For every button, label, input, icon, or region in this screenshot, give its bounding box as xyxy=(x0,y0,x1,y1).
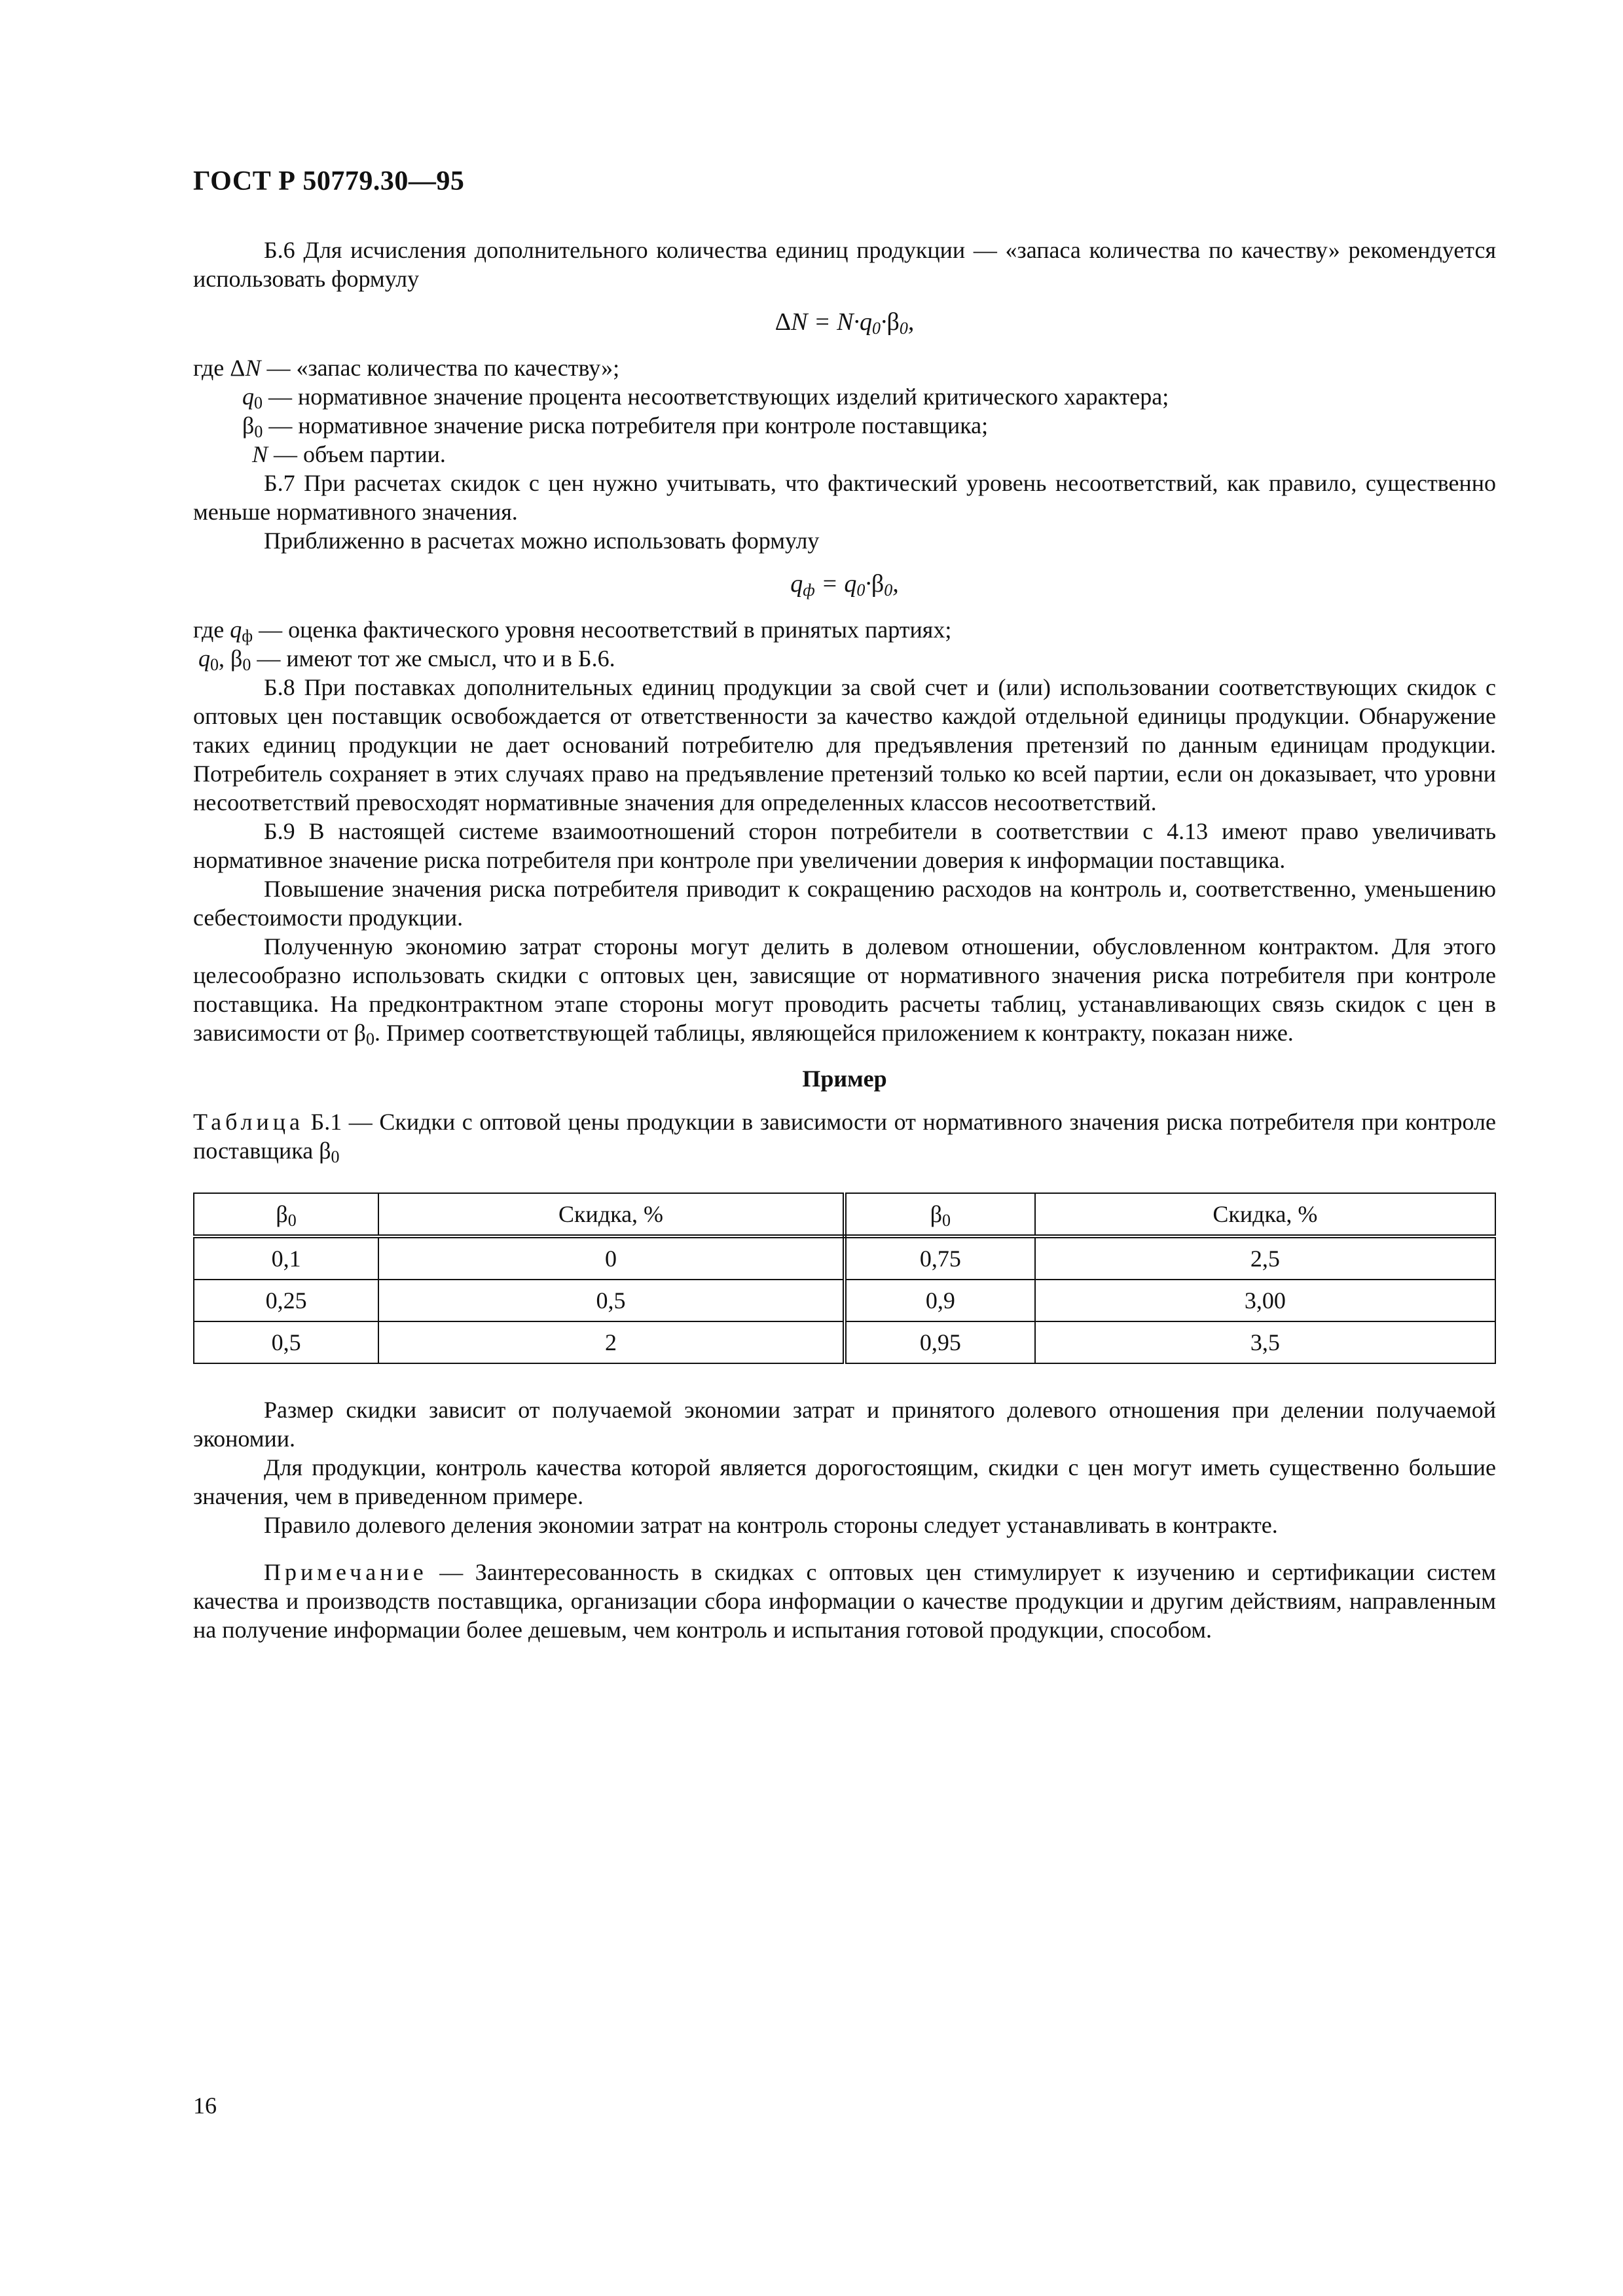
table-cell: 2 xyxy=(378,1321,845,1363)
table-cell: 0,5 xyxy=(378,1280,845,1321)
table-cell: 3,5 xyxy=(1035,1321,1495,1363)
where-delta-n: где ΔN — «запас количества по качеству»; xyxy=(193,355,620,381)
after-p1: Размер скидки зависит от получаемой экономии затрат и принятого долевого отношения при делении получаемой экономии. xyxy=(193,1397,1496,1452)
table-cell: 3,00 xyxy=(1035,1280,1495,1321)
where-n: N — объем партии. xyxy=(252,441,446,467)
table-cell: 0,25 xyxy=(194,1280,378,1321)
table-row xyxy=(194,1280,1495,1321)
table-cell: 0,95 xyxy=(845,1321,1035,1363)
table-cell: 0,1 xyxy=(194,1236,378,1280)
table-header-beta0-1: $\beta_0$ xyxy=(194,1193,378,1236)
table-cell: 0,5 xyxy=(194,1321,378,1363)
table-cell: 0 xyxy=(378,1236,845,1280)
section-b7-approx: Приближенно в расчетах можно использовать формулу xyxy=(264,528,820,554)
formula-delta-n: $\Delta N = N\cdot q_0\cdot\beta_0$, xyxy=(775,308,915,338)
after-p3: Правило долевого деления экономии затрат на контроль стороны следует устанавливать в контракте. xyxy=(264,1512,1278,1538)
table-caption xyxy=(193,1107,1496,1165)
page-number: 16 xyxy=(193,2092,217,2119)
after-table-block xyxy=(193,1395,1496,1539)
table-caption-label: Таблица xyxy=(193,1109,304,1135)
section-b9-p3: Полученную экономию затрат стороны могут делить в долевом отношении, обусловленном контрактом. Для этого целесообразно использовать скидки с оптовых цен, зависящие от нормативного значения риска потребителя при контроле поставщика. На предконтрактном этапе стороны могут проводить расчеты таблиц, устанавливающих связь скидок с цен в зависимости от $\beta_0$. Пример соответствующей таблицы, являющейся приложением к контракту, показан ниже. xyxy=(193,933,1496,1049)
note-text: — Заинтересованность в скидках с оптовых цен стимулирует к изучению и сертификации систем качества и производств поставщика, организации сбора информации о качестве продукции и другим действиям, направленным на получение информации более дешевым, чем контроль и испытания готовой продукции, способом. xyxy=(193,1559,1497,1643)
where-beta0: $\beta_0$ — нормативное значение риска потребителя при контроле поставщика; xyxy=(242,412,989,441)
discount-table xyxy=(193,1193,1496,1364)
section-b7-text: Б.7 При расчетах скидок с цен нужно учитывать, что фактический уровень несоответствий, как правило, существенно меньше нормативного значения. xyxy=(193,470,1496,525)
after-p2: Для продукции, контроль качества которой является дорогостоящим, скидки с цен могут иметь существенно большие значения, чем в приведенном примере. xyxy=(193,1454,1496,1509)
table-cell: 2,5 xyxy=(1035,1236,1495,1280)
section-b6-text: Б.6 Для исчисления дополнительного количества единиц продукции — «запаса количества по качеству» рекомендуется использовать формулу xyxy=(193,237,1496,292)
note-label: Примечание xyxy=(264,1559,428,1585)
note xyxy=(193,1558,1496,1644)
formula-qf: $q_ф = q_0\cdot\beta_0$, xyxy=(790,570,899,600)
table-row xyxy=(194,1236,1495,1280)
table-cell: 0,9 xyxy=(845,1280,1035,1321)
where-qf: где $q_ф$ — оценка фактического уровня несоответствий в принятых партиях; xyxy=(193,617,952,645)
section-b9-p2: Повышение значения риска потребителя приводит к сокращению расходов на контроль и, соответственно, уменьшению себестоимости продукции. xyxy=(193,876,1496,931)
section-b9-p1: Б.9 В настоящей системе взаимоотношений сторон потребители в соответствии с 4.13 имеют право увеличивать нормативное значение риска потребителя при контроле при увеличении доверия к информации поставщика. xyxy=(193,818,1496,873)
table-caption-text: Б.1 — Скидки с оптовой цены продукции в зависимости от нормативного значения риска потребителя при контроле поставщика $\beta_0$ xyxy=(193,1109,1496,1166)
table-header-discount-2: Скидка, % xyxy=(1035,1193,1495,1236)
section-b8-text: Б.8 При поставках дополнительных единиц продукции за свой счет и (или) использовании соответствующих скидок с оптовых цен поставщик освобождается от ответственности за качество каждой отдельной единицы продукции. Обнаружение таких единиц продукции не дает оснований потребителю для предъявления претензий по данным единицам продукции. Потребитель сохраняет в этих случаях право на предъявление претензий только ко всей партии, если он доказывает, что уровни несоответствий превосходят нормативные значения для определенных классов несоответствий. xyxy=(193,674,1496,816)
where-q0: $q_0$ — нормативное значение процента несоответствующих изделий критического характера; xyxy=(242,384,1169,412)
where-same: $q_0$, $\beta_0$ — имеют тот же смысл, что и в Б.6. xyxy=(198,645,615,674)
table-header-beta0-2: $\beta_0$ xyxy=(845,1193,1035,1236)
table-row xyxy=(194,1321,1495,1363)
page-content xyxy=(193,236,1496,1644)
table-header-discount-1: Скидка, % xyxy=(378,1193,845,1236)
table-header-row xyxy=(194,1193,1495,1236)
table-cell: 0,75 xyxy=(845,1236,1035,1280)
document-header: ГОСТ Р 50779.30—95 xyxy=(193,166,465,196)
example-title: Пример xyxy=(802,1066,887,1092)
